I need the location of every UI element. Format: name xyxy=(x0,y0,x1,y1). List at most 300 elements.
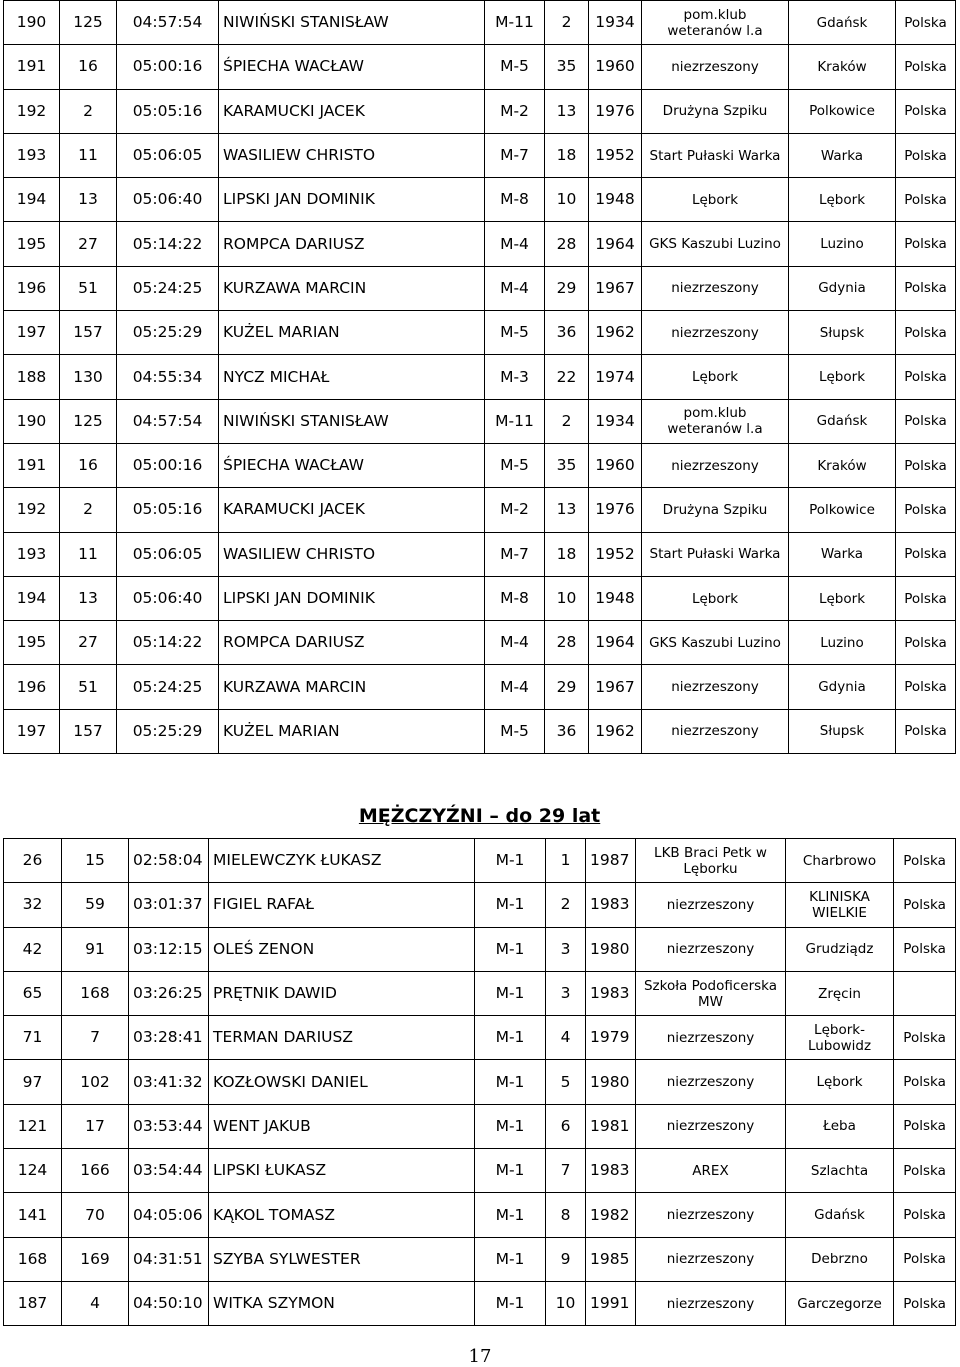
results-table-top xyxy=(3,0,956,754)
table-cell: GKS Kaszubi Luzino xyxy=(642,621,789,665)
table-cell: 1967 xyxy=(589,266,642,310)
table-cell: Polska xyxy=(896,709,956,753)
table-cell: 1983 xyxy=(586,971,636,1015)
table-cell: Polska xyxy=(894,1193,956,1237)
table-cell: 05:25:29 xyxy=(117,709,219,753)
table-cell: Polska xyxy=(894,1016,956,1060)
table-cell: 05:14:22 xyxy=(117,621,219,665)
table-cell: 3 xyxy=(546,927,586,971)
table-cell: M-1 xyxy=(475,1104,546,1148)
table-cell: 05:00:16 xyxy=(117,45,219,89)
table-cell: 125 xyxy=(60,399,117,443)
table-cell: Gdynia xyxy=(789,665,896,709)
table-cell: FIGIEL RAFAŁ xyxy=(209,883,475,927)
table-cell: Lębork-Lubowidz xyxy=(786,1016,894,1060)
table-row xyxy=(4,1,956,45)
table-cell: WITKA SZYMON xyxy=(209,1281,475,1325)
table-cell: 35 xyxy=(545,45,589,89)
table-cell: Lębork xyxy=(642,178,789,222)
table-cell: Polska xyxy=(894,1281,956,1325)
table-cell: niezrzeszony xyxy=(636,883,786,927)
table-cell: 16 xyxy=(60,45,117,89)
table-cell: 02:58:04 xyxy=(129,839,209,883)
table-cell: 05:06:05 xyxy=(117,133,219,177)
table-cell: Polska xyxy=(896,266,956,310)
table-row xyxy=(4,971,956,1015)
table-cell: 70 xyxy=(62,1193,129,1237)
table-cell: Polska xyxy=(896,621,956,665)
table-cell: 6 xyxy=(546,1104,586,1148)
table-cell: KARAMUCKI JACEK xyxy=(219,89,485,133)
table-cell: 28 xyxy=(545,222,589,266)
table-cell: 1960 xyxy=(589,45,642,89)
table-cell: SZYBA SYLWESTER xyxy=(209,1237,475,1281)
table-cell: 4 xyxy=(62,1281,129,1325)
table-cell: Gdańsk xyxy=(789,1,896,45)
table-cell: niezrzeszony xyxy=(642,311,789,355)
table-cell: ROMPCA DARIUSZ xyxy=(219,621,485,665)
table-cell: KUŻEL MARIAN xyxy=(219,709,485,753)
table-cell: Start Pułaski Warka xyxy=(642,532,789,576)
table-cell: 2 xyxy=(60,488,117,532)
table-cell: AREX xyxy=(636,1149,786,1193)
table-cell: 191 xyxy=(4,45,60,89)
table-cell: 196 xyxy=(4,665,60,709)
table-row xyxy=(4,178,956,222)
table-cell: 35 xyxy=(545,443,589,487)
table-cell: niezrzeszony xyxy=(636,927,786,971)
table-cell: M-1 xyxy=(475,1016,546,1060)
table-cell: M-11 xyxy=(485,1,545,45)
table-cell: Polska xyxy=(896,576,956,620)
table-cell: Szlachta xyxy=(786,1149,894,1193)
table-cell: 51 xyxy=(60,266,117,310)
table-cell: Polska xyxy=(896,45,956,89)
table-cell: GKS Kaszubi Luzino xyxy=(642,222,789,266)
table-cell: M-1 xyxy=(475,927,546,971)
table-row xyxy=(4,1237,956,1281)
table-cell: Łeba xyxy=(786,1104,894,1148)
table-cell: 1964 xyxy=(589,222,642,266)
table-cell: Polska xyxy=(894,1104,956,1148)
table-cell: ROMPCA DARIUSZ xyxy=(219,222,485,266)
table-cell: Polska xyxy=(894,1237,956,1281)
table-cell: pom.klub weteranów l.a xyxy=(642,1,789,45)
table-cell: 157 xyxy=(60,709,117,753)
table-cell: Polska xyxy=(894,1060,956,1104)
section-title: MĘŻCZYŹNI – do 29 lat xyxy=(358,805,601,827)
table-cell: 18 xyxy=(545,532,589,576)
table-cell: 03:54:44 xyxy=(129,1149,209,1193)
table-cell: 157 xyxy=(60,311,117,355)
table-cell: 29 xyxy=(545,266,589,310)
table-cell: 168 xyxy=(4,1237,62,1281)
table-cell: 04:31:51 xyxy=(129,1237,209,1281)
results-table-men-under-29 xyxy=(3,795,956,1326)
table-cell: LIPSKI ŁUKASZ xyxy=(209,1149,475,1193)
table-cell: Polska xyxy=(896,178,956,222)
table-cell: 05:00:16 xyxy=(117,443,219,487)
table-cell: 03:26:25 xyxy=(129,971,209,1015)
table-cell: M-4 xyxy=(485,222,545,266)
table-cell: Gdańsk xyxy=(789,399,896,443)
table-cell: 169 xyxy=(62,1237,129,1281)
table-cell: 22 xyxy=(545,355,589,399)
table-cell: 71 xyxy=(4,1016,62,1060)
table-cell: Polska xyxy=(896,222,956,266)
table-cell: LIPSKI JAN DOMINIK xyxy=(219,178,485,222)
table-row xyxy=(4,576,956,620)
table-cell: 15 xyxy=(62,839,129,883)
table-cell: niezrzeszony xyxy=(642,443,789,487)
table-cell: 1983 xyxy=(586,883,636,927)
table-cell: 7 xyxy=(546,1149,586,1193)
table-cell: 29 xyxy=(545,665,589,709)
table-cell: 166 xyxy=(62,1149,129,1193)
table-cell: 193 xyxy=(4,133,60,177)
table-cell: 1952 xyxy=(589,532,642,576)
table-cell: Lębork xyxy=(642,355,789,399)
table-row xyxy=(4,1149,956,1193)
table-cell: 1991 xyxy=(586,1281,636,1325)
table-cell: niezrzeszony xyxy=(642,45,789,89)
table-cell: niezrzeszony xyxy=(642,709,789,753)
table-cell: M-1 xyxy=(475,1149,546,1193)
table-cell: 190 xyxy=(4,1,60,45)
table-cell: 1980 xyxy=(586,1060,636,1104)
table-cell: 03:28:41 xyxy=(129,1016,209,1060)
table-cell: 194 xyxy=(4,178,60,222)
table-cell: 91 xyxy=(62,927,129,971)
table-cell: Polska xyxy=(896,443,956,487)
table-row xyxy=(4,883,956,927)
table-cell: M-1 xyxy=(475,1060,546,1104)
table-cell: 13 xyxy=(60,576,117,620)
table-cell: niezrzeszony xyxy=(642,665,789,709)
table-cell: 1948 xyxy=(589,178,642,222)
table-cell: Polska xyxy=(896,665,956,709)
table-cell: Kraków xyxy=(789,443,896,487)
table-cell: Polska xyxy=(894,927,956,971)
table-cell: 65 xyxy=(4,971,62,1015)
table-row xyxy=(4,532,956,576)
table-cell: Lębork xyxy=(642,576,789,620)
table-cell: 05:24:25 xyxy=(117,665,219,709)
table-cell: 11 xyxy=(60,532,117,576)
table-cell: M-1 xyxy=(475,883,546,927)
table-cell: Charbrowo xyxy=(786,839,894,883)
table-cell: 05:06:40 xyxy=(117,178,219,222)
table-cell: NYCZ MICHAŁ xyxy=(219,355,485,399)
table-cell: M-3 xyxy=(485,355,545,399)
table-cell: Polkowice xyxy=(789,89,896,133)
table-cell: 192 xyxy=(4,89,60,133)
table-row xyxy=(4,709,956,753)
table-cell: KĄKOL TOMASZ xyxy=(209,1193,475,1237)
table-cell: 195 xyxy=(4,621,60,665)
table-row xyxy=(4,1193,956,1237)
table-cell: 05:05:16 xyxy=(117,488,219,532)
table-cell: 121 xyxy=(4,1104,62,1148)
table-cell: Polska xyxy=(896,355,956,399)
table-row xyxy=(4,443,956,487)
table-row xyxy=(4,45,956,89)
table-cell: 130 xyxy=(60,355,117,399)
table-cell: niezrzeszony xyxy=(636,1016,786,1060)
table-cell: pom.klub weteranów l.a xyxy=(642,399,789,443)
table-cell: 1952 xyxy=(589,133,642,177)
table-cell: Drużyna Szpiku xyxy=(642,488,789,532)
table-cell: 03:12:15 xyxy=(129,927,209,971)
table-cell: 194 xyxy=(4,576,60,620)
table-cell: Warka xyxy=(789,133,896,177)
table-row xyxy=(4,266,956,310)
table-cell: 05:24:25 xyxy=(117,266,219,310)
table-cell: 1976 xyxy=(589,488,642,532)
table-cell: 1981 xyxy=(586,1104,636,1148)
table-cell: 1980 xyxy=(586,927,636,971)
table-row xyxy=(4,488,956,532)
table-row xyxy=(4,665,956,709)
table-cell: KLINISKA WIELKIE xyxy=(786,883,894,927)
table-cell: 9 xyxy=(546,1237,586,1281)
table-cell: niezrzeszony xyxy=(642,266,789,310)
table-cell: 1979 xyxy=(586,1016,636,1060)
table-cell: 1962 xyxy=(589,709,642,753)
table-row xyxy=(4,355,956,399)
table-cell: 04:57:54 xyxy=(117,1,219,45)
table-cell: M-8 xyxy=(485,576,545,620)
page-number: 17 xyxy=(468,1346,492,1367)
table-cell: 05:14:22 xyxy=(117,222,219,266)
table-row xyxy=(4,1104,956,1148)
table-cell: Luzino xyxy=(789,222,896,266)
table-cell: M-5 xyxy=(485,311,545,355)
table-cell: niezrzeszony xyxy=(636,1237,786,1281)
table-cell: M-5 xyxy=(485,45,545,89)
table-cell: Polkowice xyxy=(789,488,896,532)
table-cell: Gdynia xyxy=(789,266,896,310)
table-cell: 2 xyxy=(546,883,586,927)
table-cell: MIELEWCZYK ŁUKASZ xyxy=(209,839,475,883)
table-cell: NIWIŃSKI STANISŁAW xyxy=(219,399,485,443)
table-cell: 3 xyxy=(546,971,586,1015)
table-cell: 195 xyxy=(4,222,60,266)
table-cell: 32 xyxy=(4,883,62,927)
table-cell: 168 xyxy=(62,971,129,1015)
table-cell: 4 xyxy=(546,1016,586,1060)
section-title-row xyxy=(4,795,956,839)
table-cell: M-2 xyxy=(485,89,545,133)
table-cell: M-1 xyxy=(475,1193,546,1237)
table-cell: Zręcin xyxy=(786,971,894,1015)
table-cell: Polska xyxy=(894,839,956,883)
table-cell: 2 xyxy=(60,89,117,133)
table-cell: 16 xyxy=(60,443,117,487)
table-cell: 1983 xyxy=(586,1149,636,1193)
table-cell: Polska xyxy=(896,89,956,133)
table-cell: 10 xyxy=(545,178,589,222)
table-cell: 1982 xyxy=(586,1193,636,1237)
table-row xyxy=(4,1016,956,1060)
table-cell: ŚPIECHA WACŁAW xyxy=(219,45,485,89)
table-cell: 197 xyxy=(4,709,60,753)
table-cell: M-8 xyxy=(485,178,545,222)
table-cell: 8 xyxy=(546,1193,586,1237)
table-cell: M-4 xyxy=(485,266,545,310)
table-cell: OLEŚ ZENON xyxy=(209,927,475,971)
table-cell: 05:06:05 xyxy=(117,532,219,576)
table-cell: Szkoła Podoficerska MW xyxy=(636,971,786,1015)
table-row xyxy=(4,133,956,177)
table-cell: 03:01:37 xyxy=(129,883,209,927)
table-cell: 42 xyxy=(4,927,62,971)
table-cell: Start Pułaski Warka xyxy=(642,133,789,177)
table-cell: 13 xyxy=(60,178,117,222)
table-cell: niezrzeszony xyxy=(636,1193,786,1237)
table-cell: 97 xyxy=(4,1060,62,1104)
table-row xyxy=(4,1060,956,1104)
table-cell: Grudziądz xyxy=(786,927,894,971)
table-cell: M-11 xyxy=(485,399,545,443)
table-cell: 2 xyxy=(545,399,589,443)
table-cell: 10 xyxy=(545,576,589,620)
table-cell: 1974 xyxy=(589,355,642,399)
table-cell: KURZAWA MARCIN xyxy=(219,665,485,709)
table-cell: 1 xyxy=(546,839,586,883)
table-cell: 04:50:10 xyxy=(129,1281,209,1325)
table-cell: 1985 xyxy=(586,1237,636,1281)
table-cell: KOZŁOWSKI DANIEL xyxy=(209,1060,475,1104)
table-cell: 1934 xyxy=(589,399,642,443)
table-cell: niezrzeszony xyxy=(636,1281,786,1325)
table-cell: 1962 xyxy=(589,311,642,355)
table-cell: Luzino xyxy=(789,621,896,665)
table-cell: 1960 xyxy=(589,443,642,487)
table-cell: 04:05:06 xyxy=(129,1193,209,1237)
table-cell: 1967 xyxy=(589,665,642,709)
table-cell: 192 xyxy=(4,488,60,532)
table-cell: M-5 xyxy=(485,709,545,753)
table-cell: 05:05:16 xyxy=(117,89,219,133)
table-cell: Polska xyxy=(896,1,956,45)
table-row xyxy=(4,89,956,133)
table-cell: 190 xyxy=(4,399,60,443)
table-cell: niezrzeszony xyxy=(636,1104,786,1148)
table-cell: 26 xyxy=(4,839,62,883)
table-cell: Lębork xyxy=(786,1060,894,1104)
table-cell: Słupsk xyxy=(789,709,896,753)
table-cell: M-1 xyxy=(475,1237,546,1281)
table-row xyxy=(4,927,956,971)
table-cell: 1948 xyxy=(589,576,642,620)
table-cell: 191 xyxy=(4,443,60,487)
table-cell: 2 xyxy=(545,1,589,45)
table-cell: niezrzeszony xyxy=(636,1060,786,1104)
table-cell: Gdańsk xyxy=(786,1193,894,1237)
table-cell: 197 xyxy=(4,311,60,355)
table-cell: Debrzno xyxy=(786,1237,894,1281)
table-cell: PRĘTNIK DAWID xyxy=(209,971,475,1015)
table-cell: M-7 xyxy=(485,133,545,177)
table-cell: M-4 xyxy=(485,621,545,665)
table-cell: 05:25:29 xyxy=(117,311,219,355)
table-cell: WENT JAKUB xyxy=(209,1104,475,1148)
table-cell: Drużyna Szpiku xyxy=(642,89,789,133)
table-cell: 13 xyxy=(545,89,589,133)
table-cell: KUŻEL MARIAN xyxy=(219,311,485,355)
table-cell: 125 xyxy=(60,1,117,45)
table-row xyxy=(4,1281,956,1325)
table-cell: Polska xyxy=(896,488,956,532)
table-cell: 1934 xyxy=(589,1,642,45)
table-cell: WASILIEW CHRISTO xyxy=(219,532,485,576)
table-cell: 10 xyxy=(546,1281,586,1325)
table-cell: ŚPIECHA WACŁAW xyxy=(219,443,485,487)
table-cell: 28 xyxy=(545,621,589,665)
table-cell: Lębork xyxy=(789,576,896,620)
table-cell: M-1 xyxy=(475,971,546,1015)
table-row xyxy=(4,621,956,665)
table-cell: 141 xyxy=(4,1193,62,1237)
table-cell: Polska xyxy=(896,311,956,355)
table-cell: Słupsk xyxy=(789,311,896,355)
table-cell: Warka xyxy=(789,532,896,576)
table-cell: 196 xyxy=(4,266,60,310)
table-cell: 124 xyxy=(4,1149,62,1193)
table-cell: 36 xyxy=(545,311,589,355)
table-cell: Lębork xyxy=(789,355,896,399)
table-cell: 188 xyxy=(4,355,60,399)
table-cell: Kraków xyxy=(789,45,896,89)
table-cell: 03:53:44 xyxy=(129,1104,209,1148)
table-cell: 7 xyxy=(62,1016,129,1060)
table-cell: 18 xyxy=(545,133,589,177)
table-cell: Polska xyxy=(896,399,956,443)
table-cell: TERMAN DARIUSZ xyxy=(209,1016,475,1060)
table-cell: M-4 xyxy=(485,665,545,709)
table-cell: 13 xyxy=(545,488,589,532)
table-cell: Polska xyxy=(894,883,956,927)
table-cell xyxy=(894,971,956,1015)
table-cell: 193 xyxy=(4,532,60,576)
table-cell: M-1 xyxy=(475,839,546,883)
table-cell: 1964 xyxy=(589,621,642,665)
table-cell: 59 xyxy=(62,883,129,927)
table-cell: 27 xyxy=(60,621,117,665)
table-cell: M-2 xyxy=(485,488,545,532)
table-cell: M-1 xyxy=(475,1281,546,1325)
table-cell: M-5 xyxy=(485,443,545,487)
table-row xyxy=(4,839,956,883)
table-cell: LKB Braci Petk w Lęborku xyxy=(636,839,786,883)
table-cell: 5 xyxy=(546,1060,586,1104)
table-cell: 1987 xyxy=(586,839,636,883)
table-cell: 04:57:54 xyxy=(117,399,219,443)
table-cell: KARAMUCKI JACEK xyxy=(219,488,485,532)
table-cell: Polska xyxy=(896,532,956,576)
table-row xyxy=(4,399,956,443)
table-cell: 17 xyxy=(62,1104,129,1148)
table-cell: Polska xyxy=(894,1149,956,1193)
table-cell: 04:55:34 xyxy=(117,355,219,399)
table-cell: NIWIŃSKI STANISŁAW xyxy=(219,1,485,45)
table-cell: 05:06:40 xyxy=(117,576,219,620)
table-cell: 1976 xyxy=(589,89,642,133)
table-cell: 102 xyxy=(62,1060,129,1104)
table-cell: Polska xyxy=(896,133,956,177)
table-cell: LIPSKI JAN DOMINIK xyxy=(219,576,485,620)
